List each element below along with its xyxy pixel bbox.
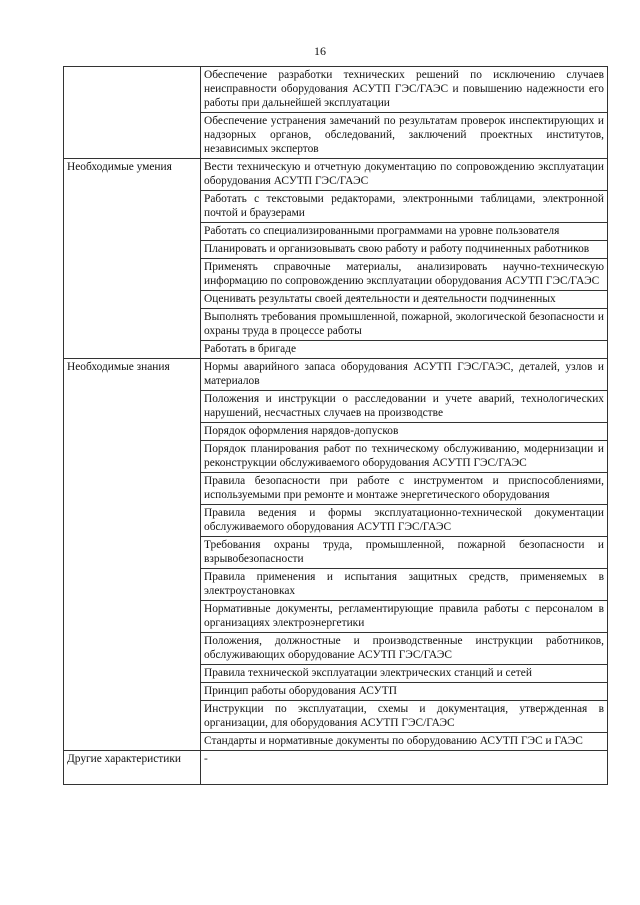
requirement-text: Порядок оформления нарядов-допусков <box>201 423 608 441</box>
requirement-text: Инструкции по эксплуатации, схемы и документация, утвержденная в организации, для оборудования АСУТП ГЭС/ГАЭС <box>201 701 608 733</box>
requirement-text: Оценивать результаты своей деятельности и деятельности подчиненных <box>201 291 608 309</box>
table-row <box>64 751 608 785</box>
requirement-text: - <box>201 751 608 785</box>
characteristics-table <box>63 66 608 785</box>
requirement-text: Нормы аварийного запаса оборудования АСУТП ГЭС/ГАЭС, деталей, узлов и материалов <box>201 359 608 391</box>
requirement-text: Стандарты и нормативные документы по оборудованию АСУТП ГЭС и ГАЭС <box>201 733 608 751</box>
requirement-text: Требования охраны труда, промышленной, пожарной безопасности и взрывобезопасности <box>201 537 608 569</box>
requirement-text: Положения, должностные и производственные инструкции работников, обслуживающих оборудование АСУТП ГЭС/ГАЭС <box>201 633 608 665</box>
requirement-text: Работать с текстовыми редакторами, электронными таблицами, электронной почтой и браузерами <box>201 191 608 223</box>
requirement-text: Положения и инструкции о расследовании и учете аварий, технологических нарушений, несчастных случаев на производстве <box>201 391 608 423</box>
requirement-text: Принцип работы оборудования АСУТП <box>201 683 608 701</box>
table-body <box>64 67 608 785</box>
section-label: Необходимые знания <box>64 359 201 751</box>
requirement-text: Нормативные документы, регламентирующие правила работы с персоналом в организациях электроэнергетики <box>201 601 608 633</box>
table-row <box>64 67 608 113</box>
section-label <box>64 67 201 159</box>
requirement-text: Обеспечение устранения замечаний по результатам проверок инспектирующих и надзорных органов, обследований, заключений проектных институтов, независимых экспертов <box>201 113 608 159</box>
requirement-text: Обеспечение разработки технических решений по исключению случаев неисправности оборудования АСУТП ГЭС/ГАЭС и повышению надежности его работы при дальнейшей эксплуатации <box>201 67 608 113</box>
requirement-text: Правила технической эксплуатации электрических станций и сетей <box>201 665 608 683</box>
requirement-text: Работать со специализированными программами на уровне пользователя <box>201 223 608 241</box>
requirement-text: Планировать и организовывать свою работу и работу подчиненных работников <box>201 241 608 259</box>
requirement-text: Выполнять требования промышленной, пожарной, экологической безопасности и охраны труда в процессе работы <box>201 309 608 341</box>
table-row <box>64 159 608 191</box>
page-number: 16 <box>314 44 326 58</box>
requirement-text: Порядок планирования работ по техническому обслуживанию, модернизации и реконструкции обслуживаемого оборудования АСУТП ГЭС/ГАЭС <box>201 441 608 473</box>
requirement-text: Применять справочные материалы, анализировать научно-техническую информацию по сопровождению эксплуатации оборудования АСУТП ГЭС/ГАЭС <box>201 259 608 291</box>
section-label: Другие характеристики <box>64 751 201 785</box>
requirement-text: Вести техническую и отчетную документацию по сопровождению эксплуатации оборудования АСУТП ГЭС/ГАЭС <box>201 159 608 191</box>
requirement-text: Правила применения и испытания защитных средств, применяемых в электроустановках <box>201 569 608 601</box>
section-label: Необходимые умения <box>64 159 201 359</box>
table-row <box>64 359 608 391</box>
requirement-text: Правила ведения и формы эксплуатационно-технической документации обслуживаемого оборудования АСУТП ГЭС/ГАЭС <box>201 505 608 537</box>
requirement-text: Работать в бригаде <box>201 341 608 359</box>
requirement-text: Правила безопасности при работе с инструментом и приспособлениями, используемыми при ремонте и монтаже энергетического оборудования <box>201 473 608 505</box>
